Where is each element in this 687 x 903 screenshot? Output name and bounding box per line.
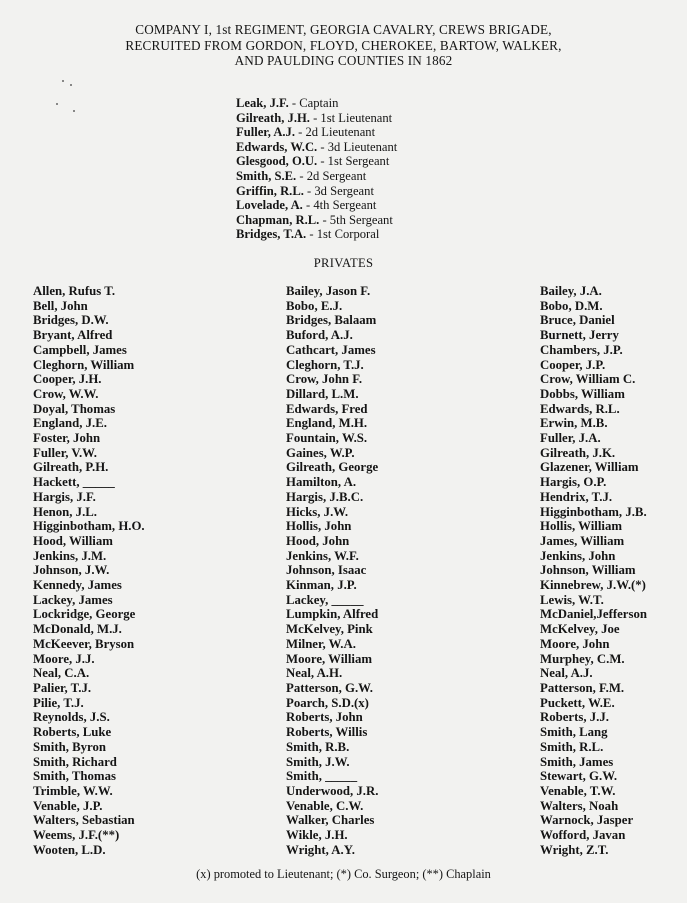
private-name: Wikle, J.H.	[286, 828, 348, 843]
private-name: Poarch, S.D.(x)	[286, 695, 369, 710]
private-name: Warnock, Jasper	[540, 813, 634, 828]
officer-row	[236, 154, 397, 169]
private-name: Pilie, T.J.	[33, 695, 84, 710]
private-name: Venable, C.W.	[286, 798, 364, 813]
private-name: Milner, W.A.	[286, 636, 356, 651]
private-name: Hood, John	[286, 533, 350, 548]
private-name: Bailey, Jason F.	[286, 284, 371, 298]
private-name: Johnson, J.W.	[33, 563, 110, 578]
document-title	[0, 22, 687, 69]
private-name: Smith, James	[540, 754, 614, 769]
private-name: Foster, John	[33, 431, 101, 446]
officer-rank: - 3d Sergeant	[307, 183, 374, 198]
private-name: Jenkins, John	[540, 548, 616, 563]
private-name: Jenkins, W.F.	[286, 548, 359, 563]
private-name: Johnson, Isaac	[286, 563, 367, 578]
private-name: Kinnebrew, J.W.(*)	[540, 578, 646, 593]
officer-row	[236, 169, 397, 184]
private-name: James, William	[540, 533, 625, 548]
private-name: Roberts, J.J.	[540, 710, 609, 725]
private-name: Underwood, J.R.	[286, 783, 379, 798]
private-name: Trimble, W.W.	[33, 783, 113, 798]
private-name: Jenkins, J.M.	[33, 548, 107, 563]
private-name: Gilreath, J.K.	[540, 445, 616, 460]
private-name: Hargis, J.B.C.	[286, 489, 364, 504]
private-name: Wooten, L.D.	[33, 842, 106, 857]
officer-row	[236, 227, 397, 242]
privates-heading: PRIVATES	[313, 256, 374, 270]
scan-speck	[70, 84, 72, 86]
private-name: Hicks, J.W.	[286, 504, 349, 519]
private-name: Higginbotham, J.B.	[540, 504, 647, 519]
private-name: Edwards, Fred	[286, 401, 368, 416]
title-line-1: COMPANY I, 1st REGIMENT, GEORGIA CAVALRY, CREWS BRIGADE,	[135, 22, 552, 37]
private-name: Crow, W.W.	[33, 386, 99, 401]
private-name: McKelvey, Joe	[540, 622, 620, 637]
private-name: Hollis, William	[540, 519, 623, 534]
private-name: Fuller, V.W.	[33, 445, 98, 460]
privates-column-2	[286, 284, 378, 857]
private-name: Wright, A.Y.	[286, 842, 355, 857]
private-name: Bridges, Balaam	[286, 313, 377, 328]
private-name: Bobo, E.J.	[286, 298, 343, 313]
private-name: Bailey, J.A.	[540, 284, 602, 298]
private-name: Cleghorn, William	[33, 357, 135, 372]
private-name: Moore, J.J.	[33, 651, 95, 666]
private-name: Moore, John	[540, 636, 610, 651]
private-name: Doyal, Thomas	[33, 401, 116, 416]
private-name: Patterson, G.W.	[286, 680, 373, 695]
private-name: Neal, A.H.	[286, 666, 343, 681]
private-name: Venable, T.W.	[540, 783, 616, 798]
private-name: Glazener, William	[540, 460, 639, 475]
private-name: Johnson, William	[540, 563, 636, 578]
private-name: Crow, John F.	[286, 372, 363, 387]
title-line-3: AND PAULDING COUNTIES IN 1862	[234, 53, 453, 68]
private-name: Bobo, D.M.	[540, 298, 603, 313]
private-name: England, M.H.	[286, 416, 368, 431]
officer-row	[236, 184, 397, 199]
private-name: Smith, Lang	[540, 725, 608, 740]
officers-list	[236, 96, 397, 242]
private-name: Walters, Sebastian	[33, 813, 135, 828]
private-name: Bell, John	[33, 298, 88, 313]
officer-name: Fuller, A.J.	[236, 125, 296, 140]
private-name: Hamilton, A.	[286, 475, 357, 490]
private-name: Weems, J.F.(**)	[33, 828, 120, 843]
private-name: Edwards, R.L.	[540, 401, 620, 416]
private-name: Roberts, Willis	[286, 725, 368, 740]
private-name: Smith, R.B.	[286, 739, 350, 754]
officer-rank: - 4th Sergeant	[305, 198, 377, 213]
private-name: McKelvey, Pink	[286, 622, 373, 637]
private-name: Hargis, O.P.	[540, 475, 607, 490]
private-name: Hackett, _____	[33, 475, 115, 490]
private-name: Hargis, J.F.	[33, 489, 96, 504]
private-name: McKeever, Bryson	[33, 636, 135, 651]
private-name: Gilreath, P.H.	[33, 460, 109, 475]
officer-row	[236, 96, 397, 111]
private-name: Fuller, J.A.	[540, 431, 601, 446]
private-name: Lackey, _____	[286, 592, 364, 607]
private-name: Kennedy, James	[33, 578, 122, 593]
officer-name: Smith, S.E.	[236, 168, 297, 183]
private-name: Cathcart, James	[286, 342, 376, 357]
private-name: Lackey, James	[33, 592, 113, 607]
scan-speck	[73, 110, 75, 112]
officer-name: Gilreath, J.H.	[236, 110, 310, 125]
officer-rank: - 2d Sergeant	[299, 168, 367, 183]
private-name: Allen, Rufus T.	[33, 284, 116, 298]
private-name: Dillard, L.M.	[286, 386, 359, 401]
private-name: Higginbotham, H.O.	[33, 519, 145, 534]
private-name: Puckett, W.E.	[540, 695, 615, 710]
private-name: Buford, A.J.	[286, 328, 353, 343]
private-name: McDaniel,Jefferson	[540, 607, 647, 622]
privates-column-1	[33, 284, 145, 857]
private-name: Dobbs, William	[540, 386, 625, 401]
officer-rank: - 1st Lieutenant	[313, 110, 393, 125]
private-name: Walters, Noah	[540, 798, 619, 813]
officer-row	[236, 125, 397, 140]
private-name: Fountain, W.S.	[286, 431, 368, 446]
private-name: McDonald, M.J.	[33, 622, 122, 637]
private-name: Wofford, Javan	[540, 828, 626, 843]
private-name: Burnett, Jerry	[540, 328, 619, 343]
private-name: Gaines, W.P.	[286, 445, 355, 460]
private-name: Moore, William	[286, 651, 373, 666]
officer-row	[236, 111, 397, 126]
footnote: (x) promoted to Lieutenant; (*) Co. Surgeon; (**) Chaplain	[196, 867, 491, 881]
private-name: Erwin, M.B.	[540, 416, 608, 431]
private-name: Smith, Richard	[33, 754, 117, 769]
private-name: Smith, R.L.	[540, 739, 604, 754]
private-name: Gilreath, George	[286, 460, 379, 475]
private-name: Smith, _____	[286, 769, 358, 784]
title-line-2: RECRUITED FROM GORDON, FLOYD, CHEROKEE, BARTOW, WALKER,	[125, 37, 562, 53]
officer-rank: - 5th Sergeant	[322, 212, 393, 227]
private-name: Murphey, C.M.	[540, 651, 625, 666]
officer-name: Bridges, T.A.	[236, 227, 307, 242]
private-name: Reynolds, J.S.	[33, 710, 110, 725]
privates-column-3	[540, 284, 647, 857]
private-name: Hood, William	[33, 533, 113, 548]
officer-name: Griffin, R.L.	[236, 183, 304, 198]
private-name: Henon, J.L.	[33, 504, 97, 519]
private-name: Smith, Byron	[33, 739, 107, 754]
officer-name: Edwards, W.C.	[236, 139, 318, 154]
officer-row	[236, 140, 397, 155]
private-name: Bryant, Alfred	[33, 328, 113, 343]
private-name: Neal, C.A.	[33, 666, 90, 681]
private-name: Crow, William C.	[540, 372, 636, 387]
private-name: Neal, A.J.	[540, 666, 593, 681]
private-name: Cooper, J.H.	[33, 372, 102, 387]
private-name: Lewis, W.T.	[540, 592, 604, 607]
private-name: Walker, Charles	[286, 813, 375, 828]
officer-name: Chapman, R.L.	[236, 212, 320, 227]
private-name: Chambers, J.P.	[540, 342, 623, 357]
private-name: Venable, J.P.	[33, 798, 103, 813]
scan-speck	[56, 103, 58, 105]
private-name: Roberts, Luke	[33, 725, 112, 740]
private-name: Campbell, James	[33, 342, 127, 357]
private-name: Smith, J.W.	[286, 754, 350, 769]
private-name: Wright, Z.T.	[540, 842, 609, 857]
officer-row	[236, 213, 397, 228]
private-name: Hollis, John	[286, 519, 352, 534]
officer-rank: - Captain	[291, 96, 339, 110]
private-name: Cleghorn, T.J.	[286, 357, 364, 372]
private-name: Patterson, F.M.	[540, 680, 625, 695]
private-name: Palier, T.J.	[33, 680, 92, 695]
scan-speck	[62, 80, 64, 82]
private-name: Roberts, John	[286, 710, 363, 725]
private-name: Bridges, D.W.	[33, 313, 109, 328]
private-name: Lockridge, George	[33, 607, 136, 622]
officer-name: Glesgood, O.U.	[236, 154, 318, 169]
private-name: Smith, Thomas	[33, 769, 116, 784]
officer-rank: - 1st Sergeant	[320, 154, 390, 169]
private-name: England, J.E.	[33, 416, 107, 431]
private-name: Stewart, G.W.	[540, 769, 618, 784]
officer-rank: - 2d Lieutenant	[298, 125, 376, 140]
officer-row	[236, 198, 397, 213]
private-name: Cooper, J.P.	[540, 357, 606, 372]
officer-rank: - 3d Lieutenant	[320, 139, 398, 154]
private-name: Hendrix, T.J.	[540, 489, 613, 504]
private-name: Kinman, J.P.	[286, 578, 357, 593]
officer-name: Leak, J.F.	[236, 96, 289, 110]
private-name: Lumpkin, Alfred	[286, 607, 379, 622]
officer-rank: - 1st Corporal	[309, 227, 380, 242]
private-name: Bruce, Daniel	[540, 313, 615, 328]
officer-name: Lovelade, A.	[236, 198, 303, 213]
